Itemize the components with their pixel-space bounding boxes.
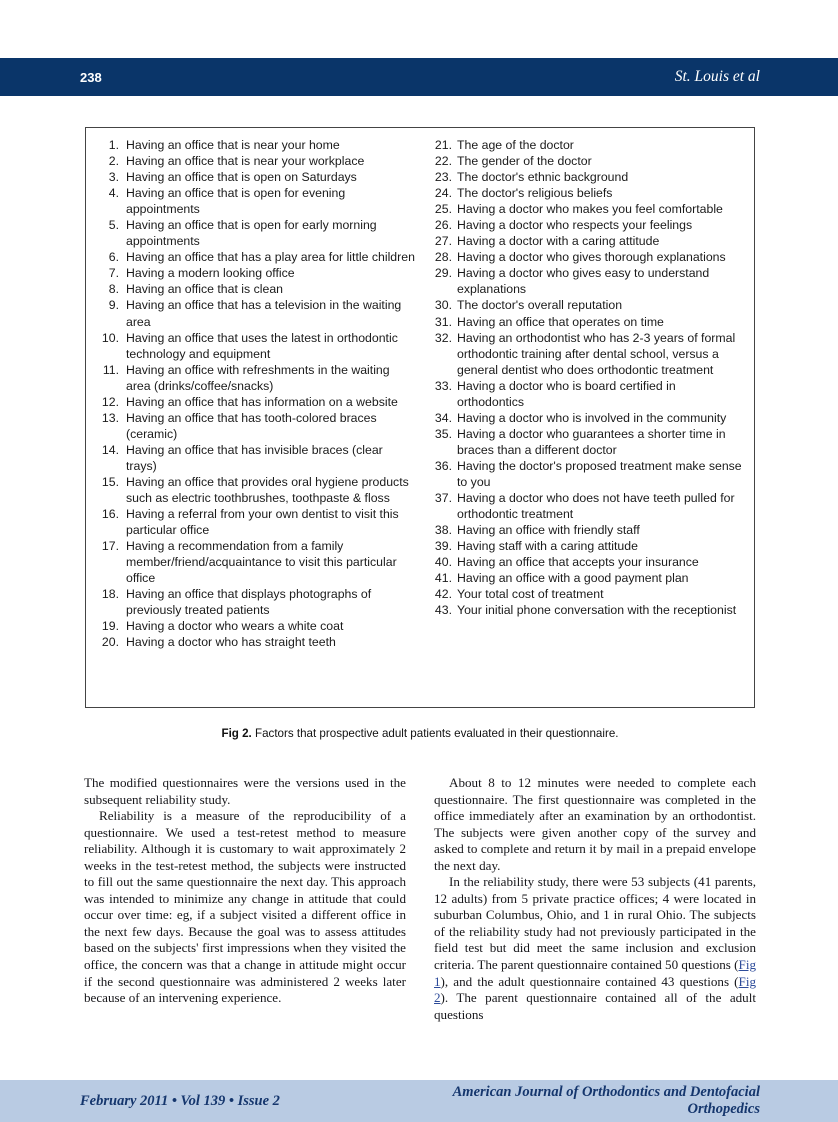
factor-number: 13. bbox=[101, 410, 119, 425]
factor-text: Your initial phone conversation with the receptionist bbox=[457, 603, 737, 618]
factor-list-item bbox=[100, 265, 415, 281]
factor-number: 20. bbox=[101, 635, 119, 650]
factor-text: Your total cost of treatment bbox=[457, 587, 604, 602]
factor-text: Having a doctor who is involved in the community bbox=[457, 410, 727, 425]
factor-list-item bbox=[433, 233, 744, 249]
factor-list-item bbox=[433, 249, 744, 265]
factor-number: 23. bbox=[434, 170, 452, 185]
factor-number: 14. bbox=[101, 442, 119, 457]
factor-text: Having an office that uses the latest in orthodontic technology and equipment bbox=[126, 330, 398, 361]
factor-list-item bbox=[433, 586, 744, 602]
figure-caption bbox=[85, 727, 755, 740]
factor-number: 19. bbox=[101, 619, 119, 634]
factor-text: Having an office that has information on a website bbox=[126, 394, 398, 409]
factor-list-item bbox=[433, 410, 744, 426]
factor-list-item bbox=[100, 394, 415, 410]
factor-text: Having a doctor who does not have teeth pulled for orthodontic treatment bbox=[457, 491, 735, 522]
paragraph-text-part: In the reliability study, there were 53 subjects (41 parents, 12 adults) from 5 private practice offices; 4 were located in suburban Columbus, Ohio, and 1 in rural Ohio. The subjects of the reliability study had not previously participated in the field test but did meet the same inclusion and exclusion criteria. The parent questionnaire contained 50 questions ( bbox=[434, 874, 756, 973]
body-right-column bbox=[434, 775, 756, 1023]
factor-number: 24. bbox=[434, 186, 452, 201]
factor-list-item bbox=[100, 634, 415, 650]
running-head-authors: St. Louis et al bbox=[674, 68, 760, 85]
factor-text: Having a doctor who respects your feelings bbox=[457, 218, 693, 233]
factor-number: 28. bbox=[434, 250, 452, 265]
factor-number: 4. bbox=[108, 186, 119, 201]
factor-list-item bbox=[433, 522, 744, 538]
factor-list-item bbox=[433, 490, 744, 522]
factor-list-item bbox=[100, 362, 415, 394]
factor-number: 27. bbox=[434, 234, 452, 249]
factor-number: 33. bbox=[434, 378, 452, 393]
factor-list-item bbox=[100, 618, 415, 634]
factor-text: Having a recommendation from a family member/friend/acquaintance to visit this particular office bbox=[126, 539, 397, 586]
factor-text: Having a doctor who is board certified in orthodontics bbox=[457, 378, 676, 409]
factor-list-item bbox=[100, 153, 415, 169]
factor-text: The gender of the doctor bbox=[457, 154, 592, 169]
paragraph-text-part: ), and the adult questionnaire contained 43 questions ( bbox=[440, 973, 739, 989]
factor-text: Having an office with friendly staff bbox=[457, 523, 640, 538]
factor-number: 1. bbox=[108, 138, 119, 152]
factor-number: 36. bbox=[434, 458, 452, 473]
factor-text: Having a referral from your own dentist to visit this particular office bbox=[126, 507, 399, 538]
factor-text: Having the doctor's proposed treatment make sense to you bbox=[457, 458, 742, 489]
factor-text: Having a doctor who gives easy to understand explanations bbox=[457, 266, 710, 297]
factor-number: 30. bbox=[434, 298, 452, 313]
factor-list-item bbox=[433, 314, 744, 330]
factor-text: The doctor's ethnic background bbox=[457, 170, 629, 185]
factor-number: 8. bbox=[108, 282, 119, 297]
factor-text: Having an office that is near your workplace bbox=[126, 154, 365, 169]
factor-text: Having a doctor who wears a white coat bbox=[126, 619, 344, 634]
factor-number: 10. bbox=[101, 330, 119, 345]
factor-number: 31. bbox=[434, 314, 452, 329]
paragraph: The modified questionnaires were the versions used in the subsequent reliability study. bbox=[84, 775, 406, 807]
factor-list-right bbox=[433, 137, 744, 618]
factor-number: 26. bbox=[434, 218, 452, 233]
paragraph: About 8 to 12 minutes were needed to complete each questionnaire. The first questionnaire was completed in the office immediately after an examination by an orthodontist. The subjects were given another copy of the survey and asked to complete and return it by mail in a prepaid envelope the next day. bbox=[434, 775, 756, 873]
factor-text: Having a doctor with a caring attitude bbox=[457, 234, 660, 249]
factor-text: The doctor's overall reputation bbox=[457, 298, 623, 313]
factor-list-item bbox=[100, 249, 415, 265]
page-running-head bbox=[0, 58, 838, 96]
factor-number: 15. bbox=[101, 474, 119, 489]
factor-text: Having an office that operates on time bbox=[457, 314, 664, 329]
factor-text: Having staff with a caring attitude bbox=[457, 539, 638, 554]
factor-text: Having an office that has invisible braces (clear trays) bbox=[126, 442, 383, 473]
factor-text: Having an office that is open for evening appointments bbox=[126, 186, 346, 217]
factor-list-item bbox=[433, 538, 744, 554]
factor-number: 40. bbox=[434, 555, 452, 570]
factor-number: 43. bbox=[434, 603, 452, 618]
factor-list-item bbox=[100, 586, 415, 618]
factor-number: 2. bbox=[108, 154, 119, 169]
factor-list-left bbox=[100, 137, 415, 651]
paragraph-with-figure-links bbox=[434, 874, 756, 1023]
factor-text: Having an office that is near your home bbox=[126, 138, 340, 152]
figure-columns bbox=[86, 128, 754, 707]
factor-list-item bbox=[433, 330, 744, 378]
factor-number: 34. bbox=[434, 410, 452, 425]
factor-number: 35. bbox=[434, 426, 452, 441]
factor-list-item bbox=[100, 185, 415, 217]
factor-list-item bbox=[100, 169, 415, 185]
factor-number: 11. bbox=[102, 362, 119, 377]
factor-number: 39. bbox=[434, 539, 452, 554]
factor-number: 7. bbox=[108, 266, 119, 281]
factor-list-item bbox=[433, 169, 744, 185]
factor-list-item bbox=[433, 554, 744, 570]
factor-text: Having an office with refreshments in the waiting area (drinks/coffee/snacks) bbox=[126, 362, 390, 393]
figure-left-column bbox=[96, 137, 415, 707]
figure-2-link[interactable]: Fig 2 bbox=[434, 973, 756, 1006]
factor-number: 21. bbox=[434, 138, 452, 152]
figure-right-column bbox=[415, 137, 744, 707]
factor-text: Having a doctor who makes you feel comfortable bbox=[457, 202, 723, 217]
factor-list-item bbox=[100, 410, 415, 442]
factor-list-item bbox=[100, 538, 415, 586]
factor-text: Having a doctor who has straight teeth bbox=[126, 635, 336, 650]
factor-list-item bbox=[433, 217, 744, 233]
factor-text: Having an office that is open for early morning appointments bbox=[126, 218, 377, 249]
paragraph: Reliability is a measure of the reproducibility of a questionnaire. We used a test-retest method to measure reliability. Although it is customary to wait approximately 2 weeks in the test-retest method, the subjects were instructed to fill out the same questionnaire the next day. This approach was intended to minimize any change in attitude that could occur over time: eg, if a subject visited a different office in the next few days. Because the goal was to assess attitudes based on the subjects' first impressions when they visited the office, the concern was that a change in attitude might occur if the second questionnaire was administered 2 weeks later because of an intervening experience. bbox=[84, 808, 406, 1006]
figure-1-link[interactable]: Fig 1 bbox=[434, 957, 756, 989]
factor-number: 18. bbox=[101, 587, 119, 602]
figure-caption-text: Factors that prospective adult patients evaluated in their questionnaire. bbox=[255, 727, 619, 740]
factor-list-item bbox=[100, 217, 415, 249]
page-number: 238 bbox=[80, 69, 102, 85]
factor-list-item bbox=[433, 378, 744, 410]
factor-text: Having a doctor who guarantees a shorter time in braces than a different doctor bbox=[457, 426, 726, 457]
factor-number: 25. bbox=[434, 202, 452, 217]
factor-number: 37. bbox=[434, 491, 452, 506]
factor-list-item bbox=[100, 506, 415, 538]
factor-list-item bbox=[100, 474, 415, 506]
factor-list-item bbox=[433, 185, 744, 201]
factor-text: Having an office that displays photographs of previously treated patients bbox=[126, 587, 372, 618]
factor-list-item bbox=[433, 201, 744, 217]
factor-text: Having an office that provides oral hygiene products such as electric toothbrushes, toothpaste & floss bbox=[126, 474, 409, 506]
factor-list-item bbox=[433, 297, 744, 313]
footer-issue-info: February 2011 • Vol 139 • Issue 2 bbox=[80, 1092, 280, 1109]
factor-number: 9. bbox=[108, 298, 119, 313]
factor-number: 12. bbox=[101, 394, 119, 409]
factor-number: 5. bbox=[108, 218, 119, 233]
factor-list-item bbox=[433, 570, 744, 586]
factor-text: Having an office with a good payment plan bbox=[457, 571, 689, 586]
factor-list-item bbox=[100, 281, 415, 297]
factor-number: 16. bbox=[101, 507, 119, 522]
factor-text: Having an orthodontist who has 2-3 years of formal orthodontic training after dental school, versus a general dentist who does orthodontic treatment bbox=[457, 330, 736, 377]
body-left-column bbox=[84, 775, 406, 1023]
factor-list-item bbox=[100, 330, 415, 362]
body-text-area bbox=[84, 775, 756, 1023]
factor-list-item bbox=[433, 602, 744, 618]
factor-list-item bbox=[433, 458, 744, 490]
factor-number: 6. bbox=[108, 250, 119, 265]
factor-text: Having an office that has a play area for little children bbox=[126, 250, 415, 265]
factor-text: The doctor's religious beliefs bbox=[457, 186, 613, 201]
factor-number: 42. bbox=[434, 587, 452, 602]
factor-number: 22. bbox=[434, 154, 452, 169]
factor-text: Having an office that has tooth-colored braces (ceramic) bbox=[126, 410, 377, 441]
factor-text: Having an office that has a television in the waiting area bbox=[126, 298, 402, 329]
factor-text: Having a doctor who gives thorough explanations bbox=[457, 250, 726, 265]
factor-number: 38. bbox=[434, 523, 452, 538]
factor-text: Having a modern looking office bbox=[126, 266, 295, 281]
factor-number: 32. bbox=[434, 330, 452, 345]
factor-text: Having an office that is open on Saturdays bbox=[126, 170, 357, 185]
figure-2-box bbox=[85, 127, 755, 708]
factor-list-item bbox=[433, 426, 744, 458]
factor-text: Having an office that is clean bbox=[126, 282, 283, 297]
factor-list-item bbox=[433, 265, 744, 297]
footer-journal-name: American Journal of Orthodontics and Dentofacial Orthopedics bbox=[452, 1084, 760, 1117]
factor-list-item bbox=[433, 153, 744, 169]
factor-text: The age of the doctor bbox=[457, 138, 574, 152]
factor-number: 41. bbox=[434, 571, 452, 586]
factor-number: 3. bbox=[108, 170, 119, 185]
page-footer bbox=[0, 1080, 838, 1122]
factor-list-item bbox=[100, 442, 415, 474]
factor-number: 17. bbox=[101, 539, 119, 554]
factor-number: 29. bbox=[434, 266, 452, 281]
factor-list-item bbox=[433, 137, 744, 153]
paragraph-text-part: ). The parent questionnaire contained all of the adult questions bbox=[434, 990, 756, 1022]
figure-caption-label: Fig 2. bbox=[221, 727, 252, 740]
factor-text: Having an office that accepts your insurance bbox=[457, 555, 699, 570]
factor-list-item bbox=[100, 297, 415, 329]
factor-list-item bbox=[100, 137, 415, 153]
